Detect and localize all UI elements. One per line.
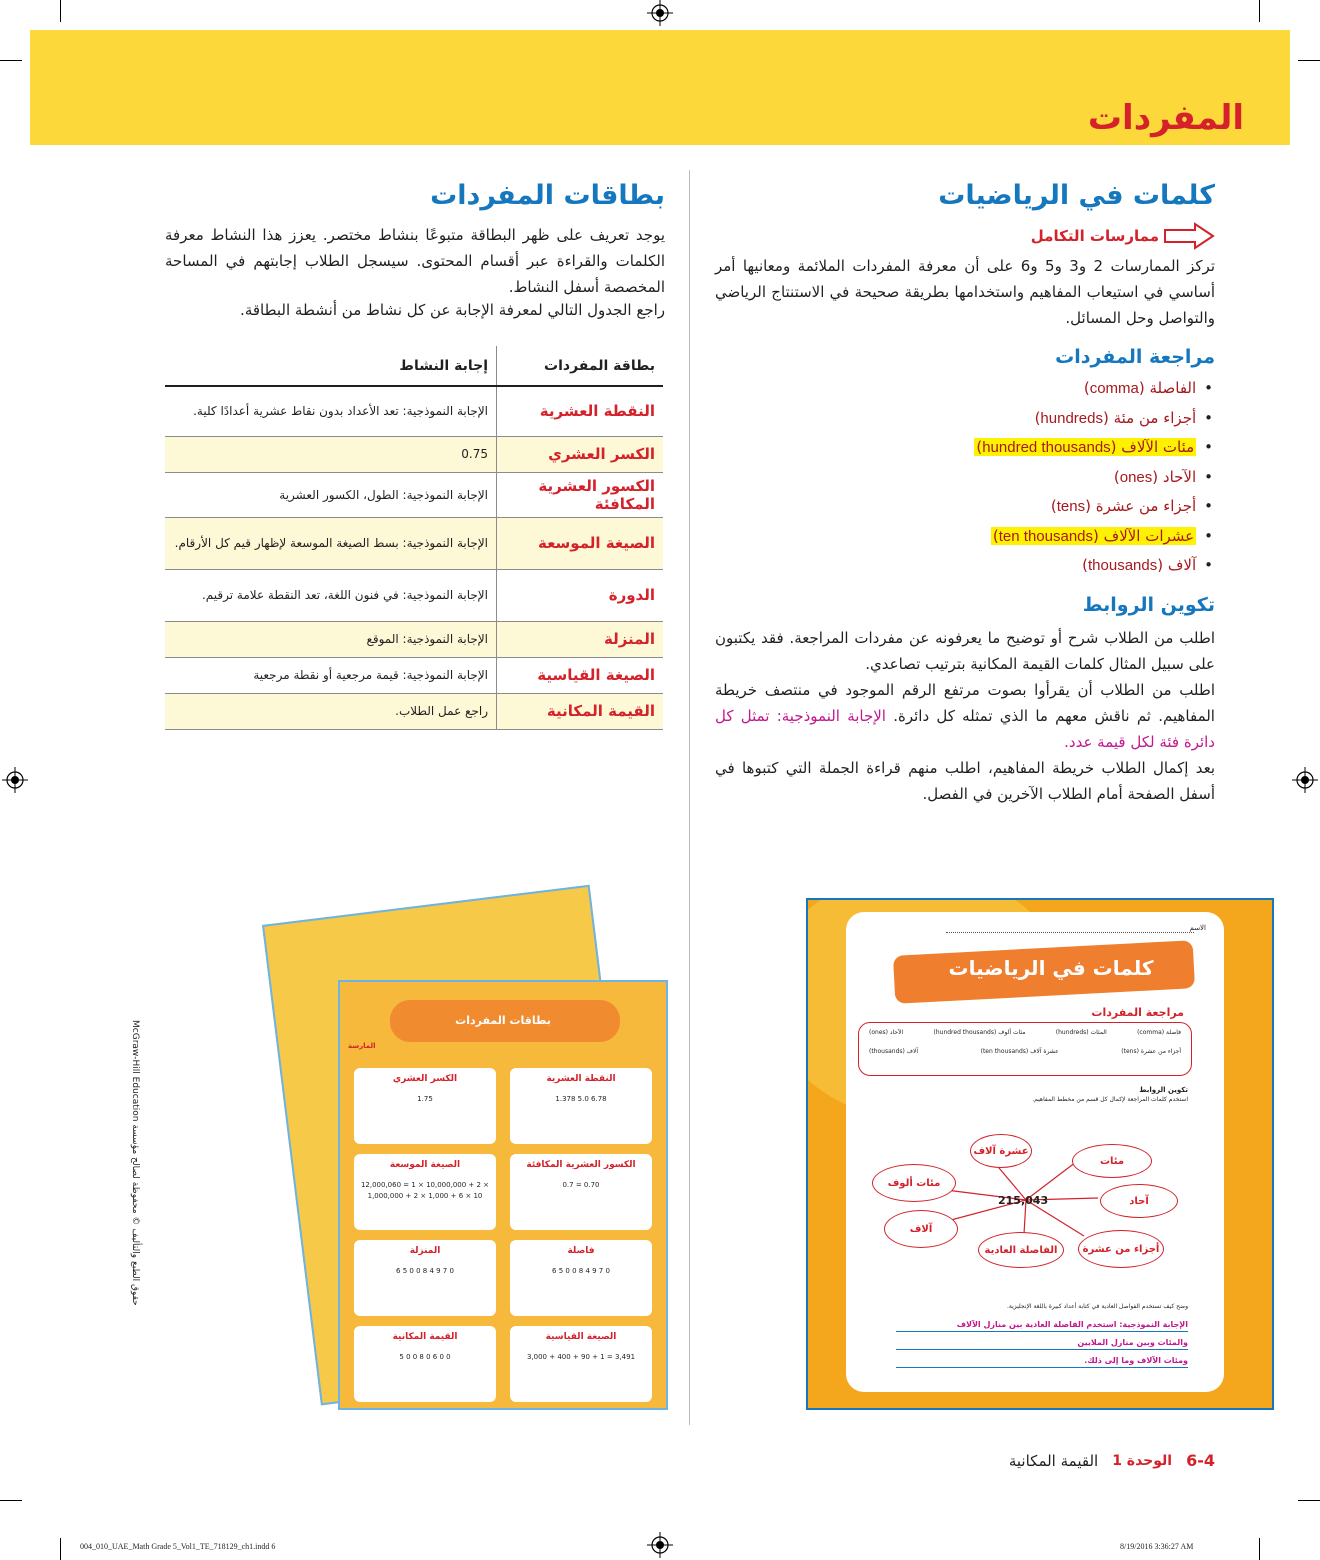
links-paragraph-2 xyxy=(715,677,1215,755)
vocab-card xyxy=(510,1154,652,1230)
vocab-term-arabic: الآحاد xyxy=(1162,467,1197,486)
date-info: 8/19/2016 3:36:27 AM xyxy=(1120,1542,1194,1551)
section-title-vocab-cards: بطاقات المفردات xyxy=(430,180,665,211)
registration-mark-icon xyxy=(647,1532,673,1558)
concept-map-center: 215,043 xyxy=(998,1194,1049,1207)
vocab-card xyxy=(510,1240,652,1316)
table-row xyxy=(165,569,663,621)
table-row xyxy=(165,621,663,657)
table-header-answer: إجابة النشاط xyxy=(165,346,497,386)
links-paragraph-1: اطلب من الطلاب شرح أو توضيح ما يعرفونه عن مفردات المراجعة. فقد يكتبون على سبيل المثال كلمات القيمة المكانية بترتيب تصاعدي. xyxy=(715,629,1215,673)
cards-sheet-title: بطاقات المفردات xyxy=(455,1014,551,1027)
table-row xyxy=(165,436,663,472)
page-number: 6-4 xyxy=(1186,1451,1215,1470)
side-credit: McGraw-Hill Education حقوق الطبع والتأليف © محفوظة لصالح مؤسسة xyxy=(130,1020,140,1306)
worksheet-vocab-term: أجزاء من عشرة (tens) xyxy=(1121,1048,1181,1055)
bubble-comma: الفاصلة العادية xyxy=(978,1232,1064,1268)
vocab-term: مئات الآلاف (hundred thousands) xyxy=(976,438,1195,456)
table-row xyxy=(165,693,663,729)
vocab-card-content: 5 0 0 8 0 6 0 0 xyxy=(399,1353,451,1361)
vocab-term: عشرات الآلاف (ten thousands) xyxy=(992,526,1195,545)
section-title-math-words: كلمات في الرياضيات xyxy=(938,180,1215,211)
bullet-icon: • xyxy=(1204,526,1213,545)
vocab-card-title: المنزلة xyxy=(409,1246,441,1256)
vocab-card xyxy=(354,1068,496,1144)
vocab-term: أجزاء من مئة (hundreds) xyxy=(1034,408,1197,427)
table-cell-term: الكسر العشري xyxy=(497,436,664,472)
vocab-card-title: فاصلة xyxy=(567,1246,595,1256)
bubble-hundreds: مئات xyxy=(1072,1144,1152,1178)
vocab-card xyxy=(354,1326,496,1402)
table-cell-term: الصيغة الموسعة xyxy=(497,517,664,569)
worksheet-answer-line: الإجابة النموذجية: استخدم الفاصلة العادية بين منازل الآلاف xyxy=(896,1314,1188,1332)
vocab-card-title: الصيغة الموسعة xyxy=(389,1160,461,1170)
bubble-thousands: آلاف xyxy=(884,1210,958,1248)
vocab-term: الآحاد (ones) xyxy=(1113,467,1197,486)
unit-label: الوحدة 1 xyxy=(1112,1452,1173,1469)
vocab-card-title: النقطة العشرية xyxy=(546,1074,616,1084)
vocab-card-title: الكسر العشري xyxy=(392,1074,458,1084)
table-row xyxy=(165,517,663,569)
table-cell-answer: راجع عمل الطلاب. xyxy=(165,693,497,729)
vocab-term: الفاصلة (comma) xyxy=(1083,379,1197,397)
links-paragraph-2-text: اطلب من الطلاب أن يقرأوا بصوت مرتفع الرقم الموجود في منتصف خريطة المفاهيم. ثم ناقش معهم ما الذي تمثله كل دائرة. xyxy=(715,681,1215,725)
registration-mark-icon xyxy=(647,0,673,26)
table-row xyxy=(165,472,663,517)
bubble-hundred-thousands: مئات ألوف xyxy=(872,1164,956,1202)
worksheet-vocab-term: آلاف (thousands) xyxy=(869,1048,919,1055)
worksheet-answer-line: والمئات وبين منازل الملايين xyxy=(896,1332,1188,1350)
vocab-card xyxy=(510,1326,652,1402)
table-cell-answer: الإجابة النموذجية: الموقع xyxy=(165,621,497,657)
vocab-term-arabic: أجزاء من مئة xyxy=(1113,408,1197,427)
registration-mark-icon xyxy=(2,767,28,793)
table-cell-term: الدورة xyxy=(497,569,664,621)
practices-label: ممارسات التكامل xyxy=(1030,227,1159,245)
bullet-icon: • xyxy=(1204,408,1213,427)
worksheet-name-label: الاسم xyxy=(1189,924,1206,932)
vocab-term: أجزاء من عشرة (tens) xyxy=(1050,497,1197,515)
table-cell-answer: الإجابة النموذجية: في فنون اللغة، تعد النقطة علامة ترقيم. xyxy=(165,569,497,621)
worksheet-vocab-term: عشرة آلاف (ten thousands) xyxy=(980,1048,1059,1055)
worksheet-links-title: تكوين الروابط xyxy=(1139,1086,1188,1094)
bullet-icon: • xyxy=(1204,497,1213,515)
vocab-term-arabic: عشرات الآلاف xyxy=(1103,526,1195,545)
vocab-card xyxy=(354,1240,496,1316)
vocab-term-english: ones xyxy=(1119,468,1153,486)
vocab-term-english: comma xyxy=(1089,380,1139,397)
column-divider xyxy=(689,170,690,1425)
practices-text: تركز الممارسات 2 و3 و5 و6 على أن معرفة المفردات الملائمة ومعانيها أمر أساسي في استيعاب المفاهيم واستخدامها بطريقة صحيحة في الاستنتاج الرياضي والتواصل وحل المسائل. xyxy=(715,257,1216,327)
worksheet-page xyxy=(846,912,1224,1392)
vocab-card xyxy=(354,1154,496,1230)
table-cell-term: الكسور العشرية المكافئة xyxy=(497,472,664,517)
worksheet-title: كلمات في الرياضيات xyxy=(948,956,1154,980)
vocab-card-title: الكسور العشرية المكافئة xyxy=(526,1160,636,1170)
vocab-card-content: 0.7 = 0.70 xyxy=(562,1181,600,1189)
answer-table xyxy=(165,346,663,730)
bullet-icon: • xyxy=(1204,379,1213,397)
vocab-item xyxy=(713,433,1213,463)
worksheet-vocab-term: مئات ألوف (hundred thousands) xyxy=(933,1029,1026,1036)
worksheet-links-instruction: استخدم كلمات المراجعة لإكمال كل قسم من مخطط المفاهيم. xyxy=(1032,1096,1188,1103)
vocab-card-content: 6 5 0 0 8 4 9 7 0 xyxy=(552,1267,610,1275)
vocab-card-content: 6 5 0 0 8 4 9 7 0 xyxy=(396,1267,454,1275)
vocab-card-title: الصيغة القياسية xyxy=(545,1332,617,1342)
vocab-term-english: hundred thousands xyxy=(982,439,1111,456)
table-cell-term: القيمة المكانية xyxy=(497,693,664,729)
vocab-term-arabic: أجزاء من عشرة xyxy=(1095,497,1197,515)
vocab-card xyxy=(510,1068,652,1144)
table-cell-answer: الإجابة النموذجية: بسط الصيغة الموسعة لإظهار قيم كل الأرقام. xyxy=(165,517,497,569)
unit-name: القيمة المكانية xyxy=(1008,1451,1099,1470)
worksheet-vocab-term: الآحاد (ones) xyxy=(869,1029,904,1036)
bullet-icon: • xyxy=(1204,467,1213,486)
worksheet-vocab-term: فاصلة (comma) xyxy=(1137,1029,1181,1036)
vocab-term-arabic: آلاف xyxy=(1167,556,1197,574)
vocab-item xyxy=(713,463,1213,493)
vocab-term-arabic: مئات الآلاف xyxy=(1121,438,1195,456)
table-header-term: بطاقة المفردات xyxy=(497,346,664,386)
vocab-term-english: thousands xyxy=(1088,557,1158,574)
table-cell-answer: الإجابة النموذجية: تعد الأعداد بدون نقاط عشرية أعدادًا كلية. xyxy=(165,386,497,436)
vocab-item xyxy=(713,551,1213,581)
footer-nav xyxy=(1009,1451,1215,1470)
table-cell-answer: الإجابة النموذجية: الطول، الكسور العشرية xyxy=(165,472,497,517)
table-cell-answer: الإجابة النموذجية: قيمة مرجعية أو نقطة مرجعية xyxy=(165,657,497,693)
vocab-term-english: ten thousands xyxy=(998,527,1094,545)
cards-paragraph-1: يوجد تعريف على ظهر البطاقة متبوعًا بنشاط مختصر. يعزز هذا النشاط معرفة الكلمات والقراءة عبر أقسام المحتوى. سيسجل الطلاب إجابتهم في المساحة المخصصة أسفل النشاط. xyxy=(165,226,665,296)
links-title: تكوين الروابط xyxy=(1082,594,1215,616)
vocab-term-english: tens xyxy=(1056,498,1086,515)
worksheet-prompt: وضح كيف تستخدم الفواصل العادية في كتابة أعداد كبيرة باللغة الإنجليزية. xyxy=(1007,1303,1188,1310)
vocab-card-title: القيمة المكانية xyxy=(392,1332,458,1342)
table-cell-term: المنزلة xyxy=(497,621,664,657)
vocab-list xyxy=(713,374,1213,581)
review-title: مراجعة المفردات xyxy=(1055,346,1215,368)
table-cell-term: النقطة العشرية xyxy=(497,386,664,436)
worksheet-answer-line: ومئات الآلاف وما إلى ذلك. xyxy=(896,1350,1188,1368)
cards-sheet-tag: المارسة xyxy=(348,1042,376,1050)
vocab-card-content: 1.378 5.0 6.78 xyxy=(555,1095,607,1103)
table-cell-term: الصيغة القياسية xyxy=(497,657,664,693)
page-title: المفردات xyxy=(1087,98,1244,138)
links-paragraph-3: بعد إكمال الطلاب خريطة المفاهيم، اطلب منهم قراءة الجملة التي كتبوها في أسفل الصفحة أمام الطلاب الآخرين في الفصل. xyxy=(715,759,1215,803)
vocab-item xyxy=(713,492,1213,522)
table-cell-answer: 0.75 xyxy=(165,436,497,472)
vocab-card-content: 1.75 xyxy=(417,1095,433,1103)
vocab-card-content: 3,000 + 400 + 90 + 1 = 3,491 xyxy=(526,1353,636,1361)
links-sample-answer: الإجابة النموذجية: تمثل كل دائرة فئة لكل قيمة عدد. xyxy=(715,707,1215,751)
bubble-tenths: أجزاء من عشرة xyxy=(1078,1230,1164,1268)
worksheet-review-title: مراجعة المفردات xyxy=(1091,1006,1184,1019)
arrow-right-icon xyxy=(1163,222,1215,250)
vocab-item xyxy=(713,374,1213,404)
table-row xyxy=(165,386,663,436)
cards-paragraph-2: راجع الجدول التالي لمعرفة الإجابة عن كل نشاط من أنشطة البطاقة. xyxy=(240,301,665,319)
vocab-term: آلاف (thousands) xyxy=(1082,556,1197,574)
bullet-icon: • xyxy=(1204,438,1213,456)
bullet-icon: • xyxy=(1204,556,1213,574)
vocab-term-english: hundreds xyxy=(1040,409,1103,427)
bubble-ones: آحاد xyxy=(1100,1184,1178,1218)
file-info: 004_010_UAE_Math Grade 5_Vol1_TE_718129_ch1.indd 6 xyxy=(80,1542,276,1551)
registration-mark-icon xyxy=(1292,767,1318,793)
answer-table-wrap xyxy=(165,346,663,730)
vocab-item xyxy=(713,522,1213,552)
vocab-card-content: 12,000,060 = 1 × 10,000,000 + 2 × 1,000,000 + 2 × 1,000 + 6 × 10 xyxy=(360,1181,490,1200)
cards-sheet xyxy=(338,980,668,1410)
bubble-ten-thousands: عشرة آلاف xyxy=(970,1134,1032,1168)
practices-tag xyxy=(1031,222,1215,250)
table-row xyxy=(165,657,663,693)
vocab-item xyxy=(713,404,1213,434)
worksheet-vocab-term: المئات (hundreds) xyxy=(1055,1029,1107,1036)
vocab-term-arabic: الفاصلة xyxy=(1149,379,1197,397)
